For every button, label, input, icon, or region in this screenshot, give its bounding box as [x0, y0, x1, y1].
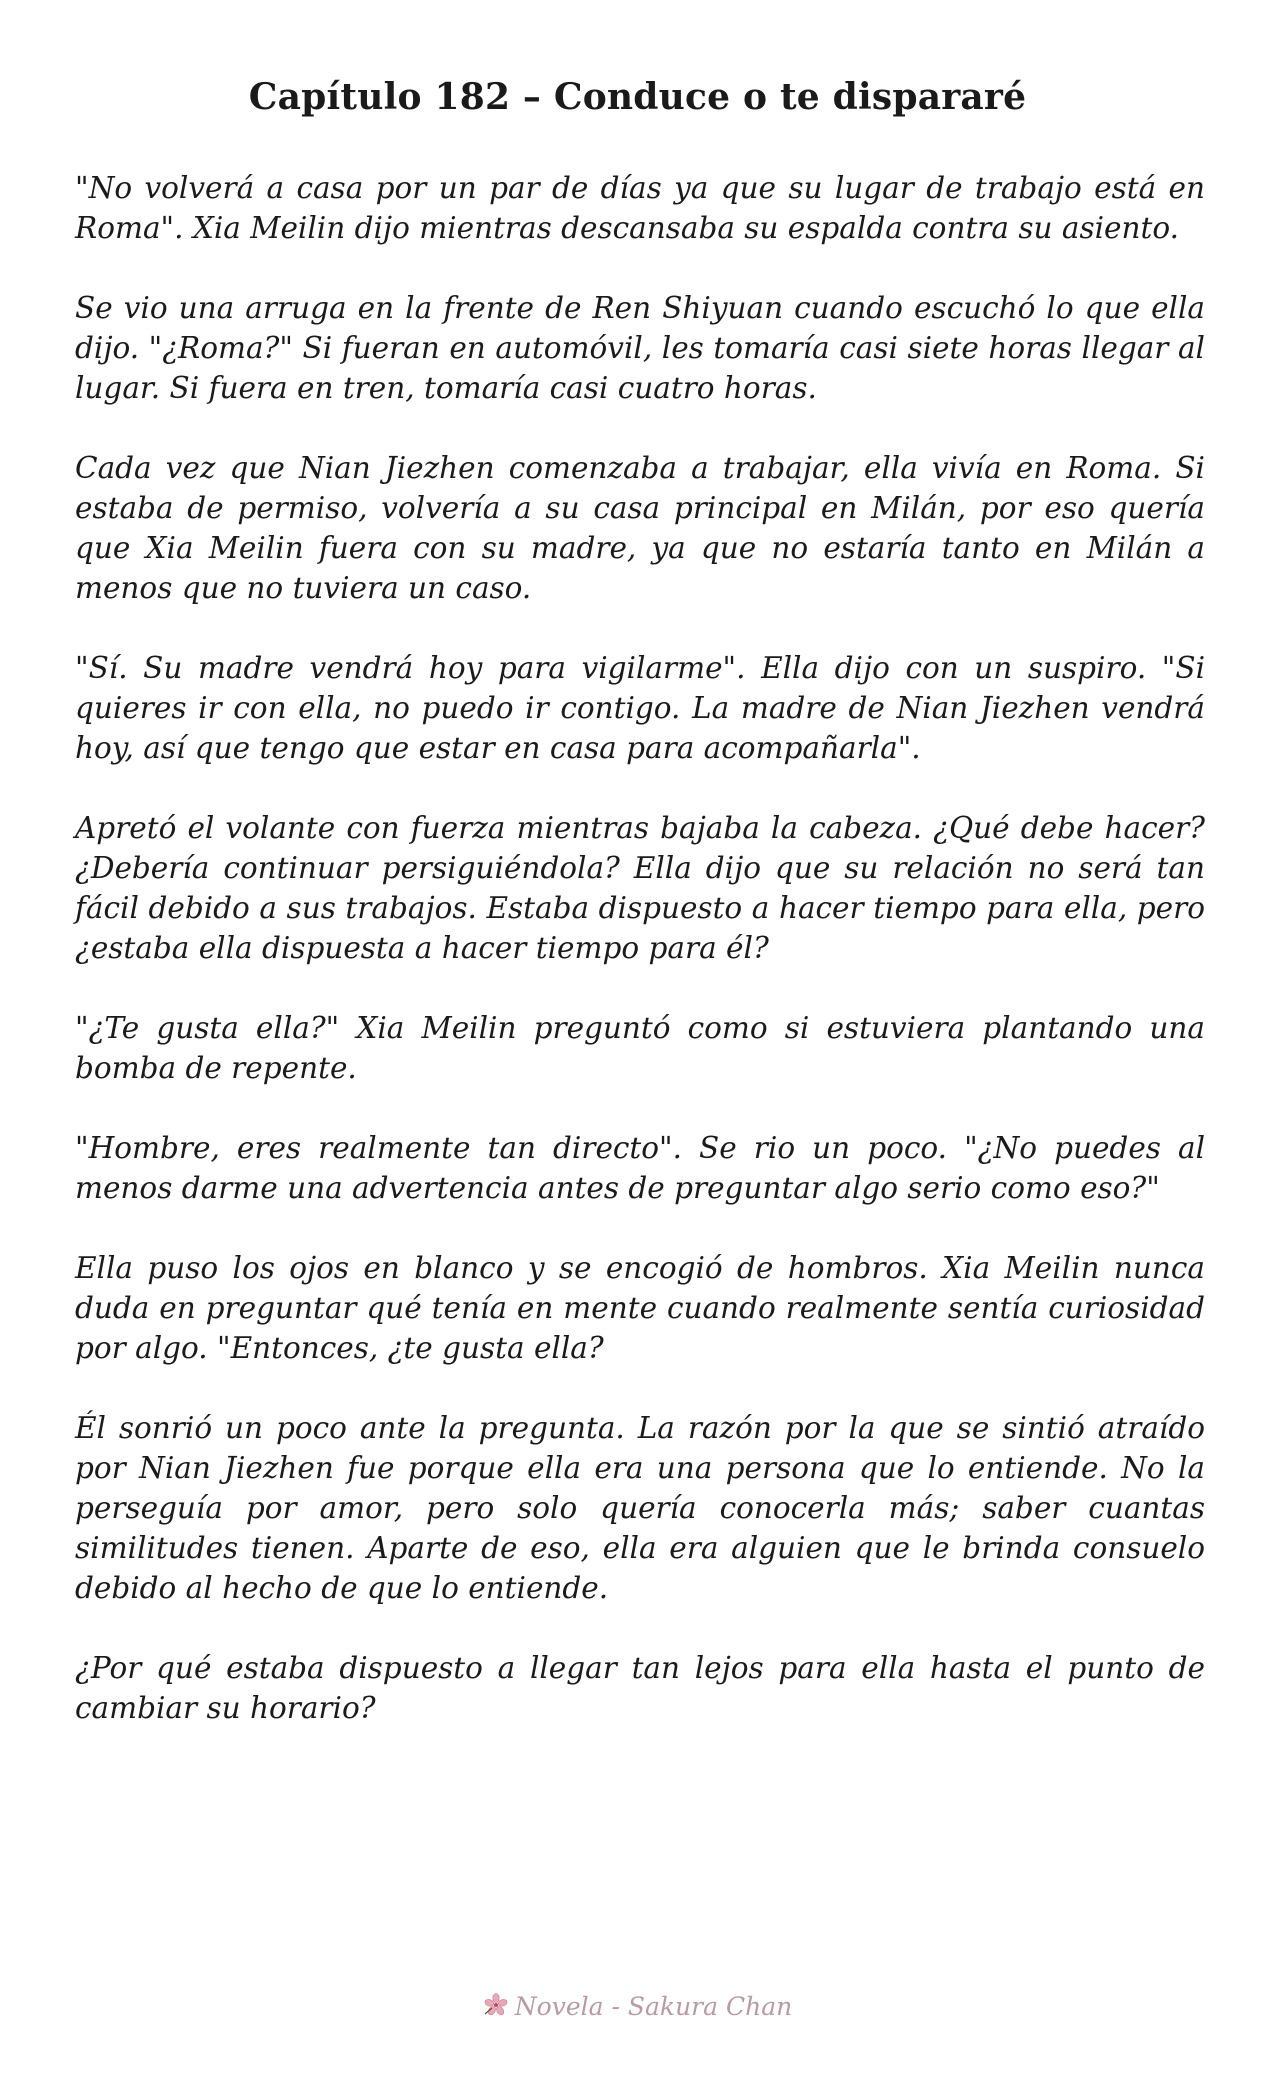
chapter-title: Capítulo 182 – Conduce o te dispararé: [248, 76, 1027, 118]
paragraph: Él sonrió un poco ante la pregunta. La razón por la que se sintió atraído por Nian Jiezhen fue porque ella era una persona que lo entiende. No la perseguía por amor, pero solo quería conocerla más; saber cuantas similitudes tienen. Aparte de eso, ella era alguien que le brinda consuelo debido al hecho de que lo entiende.: [75, 1411, 1205, 1605]
paragraph: "Sí. Su madre vendrá hoy para vigilarme". Ella dijo con un suspiro. "Si quieres ir con ella, no puedo ir contigo. La madre de Nian Jiezhen vendrá hoy, así que tengo que estar en casa para acompañarla".: [75, 651, 1205, 765]
paragraph: Se vio una arruga en la frente de Ren Shiyuan cuando escuchó lo que ella dijo. "¿Roma?" Si fueran en automóvil, les tomaría casi siete horas llegar al lugar. Si fuera en tren, tomaría casi cuatro horas.: [75, 291, 1205, 405]
paragraph: "Hombre, eres realmente tan directo". Se rio un poco. "¿No puedes al menos darme una advertencia antes de preguntar algo serio como eso?": [75, 1131, 1205, 1205]
paragraph: "¿Te gusta ella?" Xia Meilin preguntó como si estuviera plantando una bomba de repente.: [75, 1011, 1205, 1085]
paragraph: ¿Por qué estaba dispuesto a llegar tan lejos para ella hasta el punto de cambiar su horario?: [75, 1651, 1205, 1725]
cherry-blossom-icon: [483, 1992, 509, 2018]
paragraph: Apretó el volante con fuerza mientras bajaba la cabeza. ¿Qué debe hacer? ¿Debería continuar persiguiéndola? Ella dijo que su relación no será tan fácil debido a sus trabajos. Estaba dispuesto a hacer tiempo para ella, pero ¿estaba ella dispuesta a hacer tiempo para él?: [75, 811, 1205, 965]
watermark-text: Novela - Sakura Chan: [514, 1992, 793, 2021]
watermark: [0, 1992, 1275, 2021]
paragraph: Cada vez que Nian Jiezhen comenzaba a trabajar, ella vivía en Roma. Si estaba de permiso, volvería a su casa principal en Milán, por eso quería que Xia Meilin fuera con su madre, ya que no estaría tanto en Milán a menos que no tuviera un caso.: [75, 451, 1205, 605]
chapter-body: [75, 168, 1205, 1768]
paragraph: "No volverá a casa por un par de días ya que su lugar de trabajo está en Roma". Xia Meilin dijo mientras descansaba su espalda contra su asiento.: [75, 171, 1205, 245]
paragraph: Ella puso los ojos en blanco y se encogió de hombros. Xia Meilin nunca duda en preguntar qué tenía en mente cuando realmente sentía curiosidad por algo. "Entonces, ¿te gusta ella?: [75, 1251, 1205, 1365]
